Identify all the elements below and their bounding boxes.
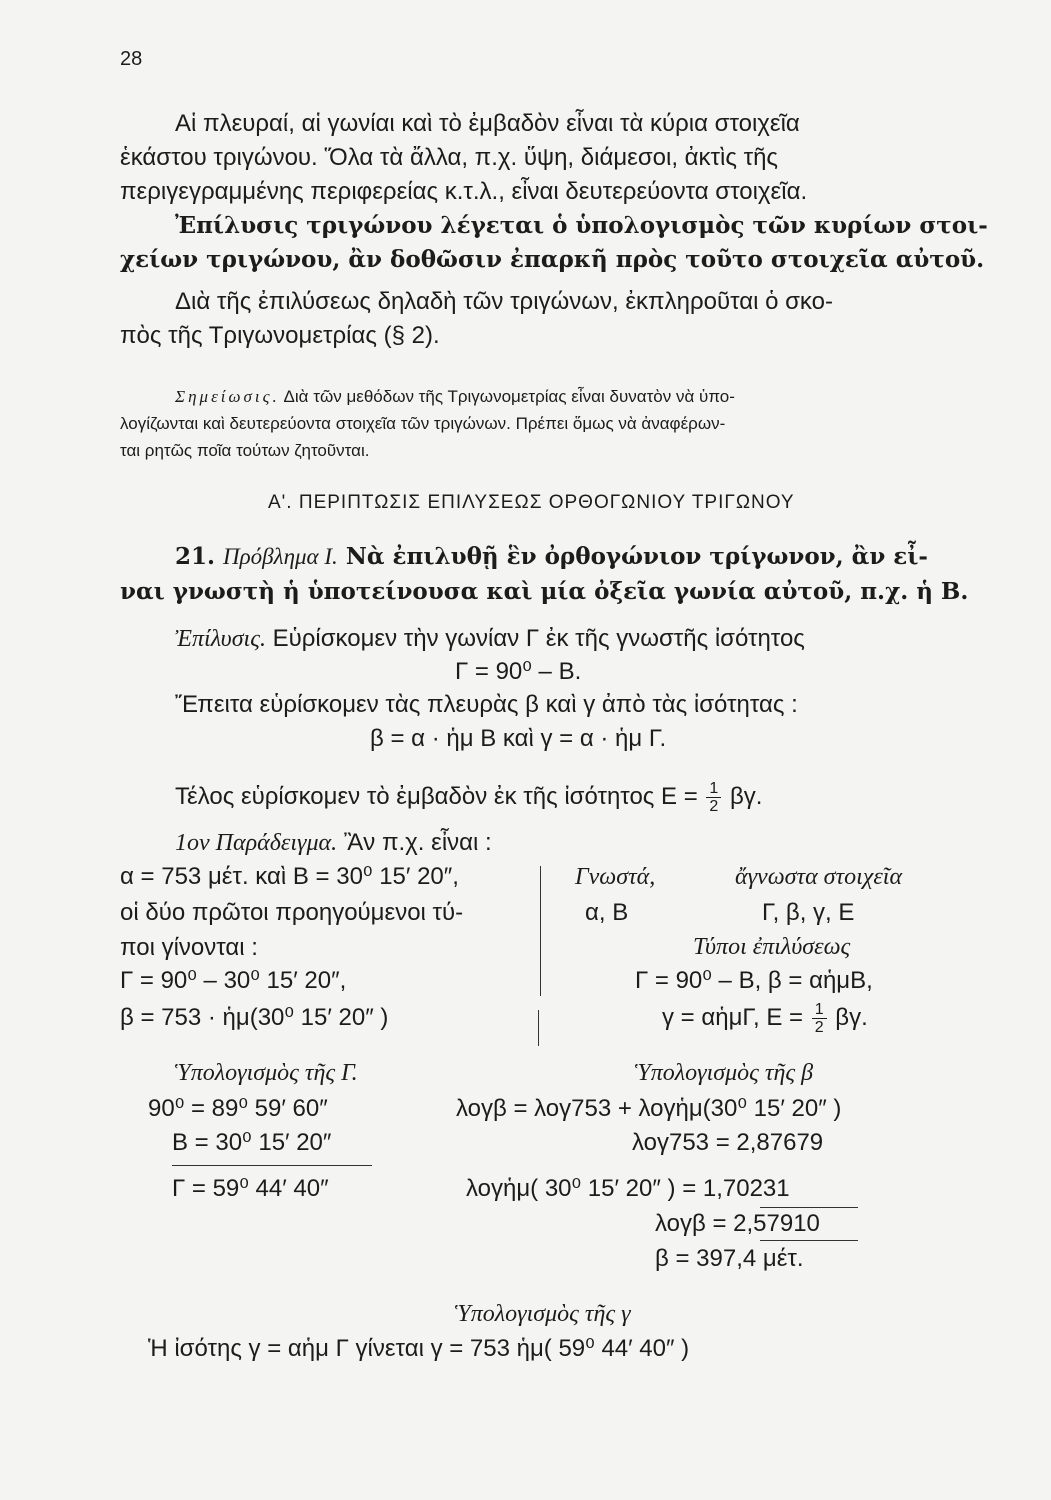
unknown-values: Γ, β, γ, Ε [762, 899, 855, 926]
fraction-numerator: 1 [706, 780, 721, 798]
fraction-half [706, 780, 721, 815]
formula-fraction-denominator: 2 [814, 1019, 824, 1037]
unknown-header: ἄγνωστα στοιχεῖα [735, 864, 903, 890]
sum-line [172, 1165, 372, 1166]
equation-sides: β = α · ἡμ Β καὶ γ = α · ἡμ Γ. [370, 725, 667, 752]
calc-beta-header: Ὑπολογισμὸς τῆς β [635, 1060, 814, 1086]
formula-fraction [812, 1001, 827, 1036]
purpose-line-2: πὸς τῆς Τριγωνομετρίας (§ 2). [120, 322, 440, 349]
underline-2 [760, 1240, 858, 1241]
note-line-2: λογίζωνται καὶ δευτερεύοντα στοιχεῖα τῶν τριγώνων. Πρέπει ὅμως νὰ ἀναφέρων- [120, 414, 726, 433]
section-heading: Α'. ΠΕΡΙΠΤΩΣΙΣ ΕΠΙΛΥΣΕΩΣ ΟΡΘΟΓΩΝΙΟΥ ΤΡΙΓΩΝΟΥ [268, 492, 795, 513]
example-left-line-1: α = 753 μέτ. καὶ Β = 30⁰ 15′ 20″, [120, 863, 459, 890]
problem-line-1: Νὰ ἐπιλυθῇ ἓν ὀρθογώνιον τρίγωνον, ἂν εἶ- [345, 543, 928, 570]
purpose-line-1: Διὰ τῆς ἐπιλύσεως δηλαδὴ τῶν τριγώνων, ἐκπληροῦται ὁ σκο- [175, 288, 833, 315]
calc-gamma-angle-row-1: 90⁰ = 89⁰ 59′ 60″ [148, 1095, 328, 1122]
note-label: Σημείωσις. [175, 387, 280, 406]
note-line-3: ται ρητῶς ποῖα τούτων ζητοῦνται. [120, 441, 370, 460]
definition-line-2: χείων τριγώνου, ἂν δοθῶσιν ἐπαρκῆ πρὸς τοῦτο στοιχεῖα αὐτοῦ. [120, 246, 985, 273]
column-divider [540, 866, 541, 996]
solution-line-2: Ἔπειτα εὑρίσκομεν τὰς πλευρὰς β καὶ γ ἀπὸ τὰς ἰσότητας : [175, 691, 798, 718]
calc-gamma-side-header: Ὑπολογισμὸς τῆς γ [455, 1301, 631, 1327]
calc-beta-row-3: λογἡμ( 30⁰ 15′ 20″ ) = 1,70231 [466, 1175, 790, 1202]
page-number: 28 [120, 48, 143, 70]
column-divider-lower [538, 1010, 539, 1046]
calc-beta-result: β = 397,4 μέτ. [655, 1245, 804, 1272]
formulas-header: Τύποι ἐπιλύσεως [693, 934, 851, 960]
problem-number: 21. [175, 543, 216, 570]
example-label: 1ον Παράδειγμα. [175, 830, 338, 856]
formula-fraction-numerator: 1 [812, 1001, 827, 1019]
solution-line-3-end: βγ. [729, 783, 763, 810]
note-line-1: Διὰ τῶν μεθόδων τῆς Τριγωνομετρίας εἶναι δυνατὸν νὰ ὑπο- [283, 387, 735, 406]
intro-line-1: Αἱ πλευραί, αἱ γωνίαι καὶ τὸ ἐμβαδὸν εἶναι τὰ κύρια στοιχεῖα [175, 110, 800, 137]
example-left-line-3: ποι γίνονται : [120, 934, 258, 961]
definition-line-1: Ἐπίλυσις τριγώνου λέγεται ὁ ὑπολογισμὸς τῶν κυρίων στοι- [175, 212, 988, 239]
formula-2: γ = αἡμΓ, Ε = [662, 1004, 804, 1031]
problem-line-2: ναι γνωστὴ ἡ ὑποτείνουσα καὶ μία ὀξεῖα γωνία αὐτοῦ, π.χ. ἡ Β. [120, 578, 969, 605]
calc-beta-row-4: λογβ = 2,57910 [655, 1210, 820, 1237]
example-left-line-5: β = 753 · ἡμ(30⁰ 15′ 20″ ) [120, 1004, 389, 1031]
solution-line-1: Εὑρίσκομεν τὴν γωνίαν Γ ἐκ τῆς γνωστῆς ἰσότητος [272, 625, 805, 652]
solution-label: Ἐπίλυσις. [175, 626, 266, 652]
problem-label: Πρόβλημα Ι. [223, 544, 338, 569]
calc-gamma-angle-header: Ὑπολογισμὸς τῆς Γ. [175, 1060, 358, 1086]
fraction-denominator: 2 [709, 798, 719, 816]
example-intro: Ἂν π.χ. εἶναι : [343, 829, 492, 856]
intro-line-3: περιγεγραμμένης περιφερείας κ.τ.λ., εἶναι δευτερεύοντα στοιχεῖα. [120, 178, 808, 205]
known-header: Γνωστά, [575, 864, 656, 890]
formula-1: Γ = 90⁰ – Β, β = αἡμΒ, [635, 967, 873, 994]
calc-beta-row-2: λογ753 = 2,87679 [632, 1129, 824, 1156]
intro-line-2: ἑκάστου τριγώνου. Ὅλα τὰ ἄλλα, π.χ. ὕψη, διάμεσοι, ἀκτὶς τῆς [120, 144, 778, 171]
known-values: α, Β [585, 899, 629, 926]
solution-line-3: Τέλος εὑρίσκομεν τὸ ἐμβαδὸν ἐκ τῆς ἰσότητος Ε = [175, 783, 698, 810]
calc-gamma-side-line: Ἡ ἰσότης γ = αἡμ Γ γίνεται γ = 753 ἡμ( 59⁰ 44′ 40″ ) [148, 1335, 690, 1362]
calc-gamma-angle-result: Γ = 59⁰ 44′ 40″ [172, 1175, 329, 1202]
calc-beta-row-1: λογβ = λογ753 + λογἡμ(30⁰ 15′ 20″ ) [456, 1095, 842, 1122]
example-left-line-4: Γ = 90⁰ – 30⁰ 15′ 20″, [120, 967, 347, 994]
equation-gamma: Γ = 90⁰ – Β. [455, 658, 582, 685]
example-left-line-2: οἱ δύο πρῶτοι προηγούμενοι τύ- [120, 899, 464, 926]
calc-gamma-angle-row-2: Β = 30⁰ 15′ 20″ [172, 1129, 332, 1156]
formula-2-end: βγ. [835, 1004, 868, 1031]
